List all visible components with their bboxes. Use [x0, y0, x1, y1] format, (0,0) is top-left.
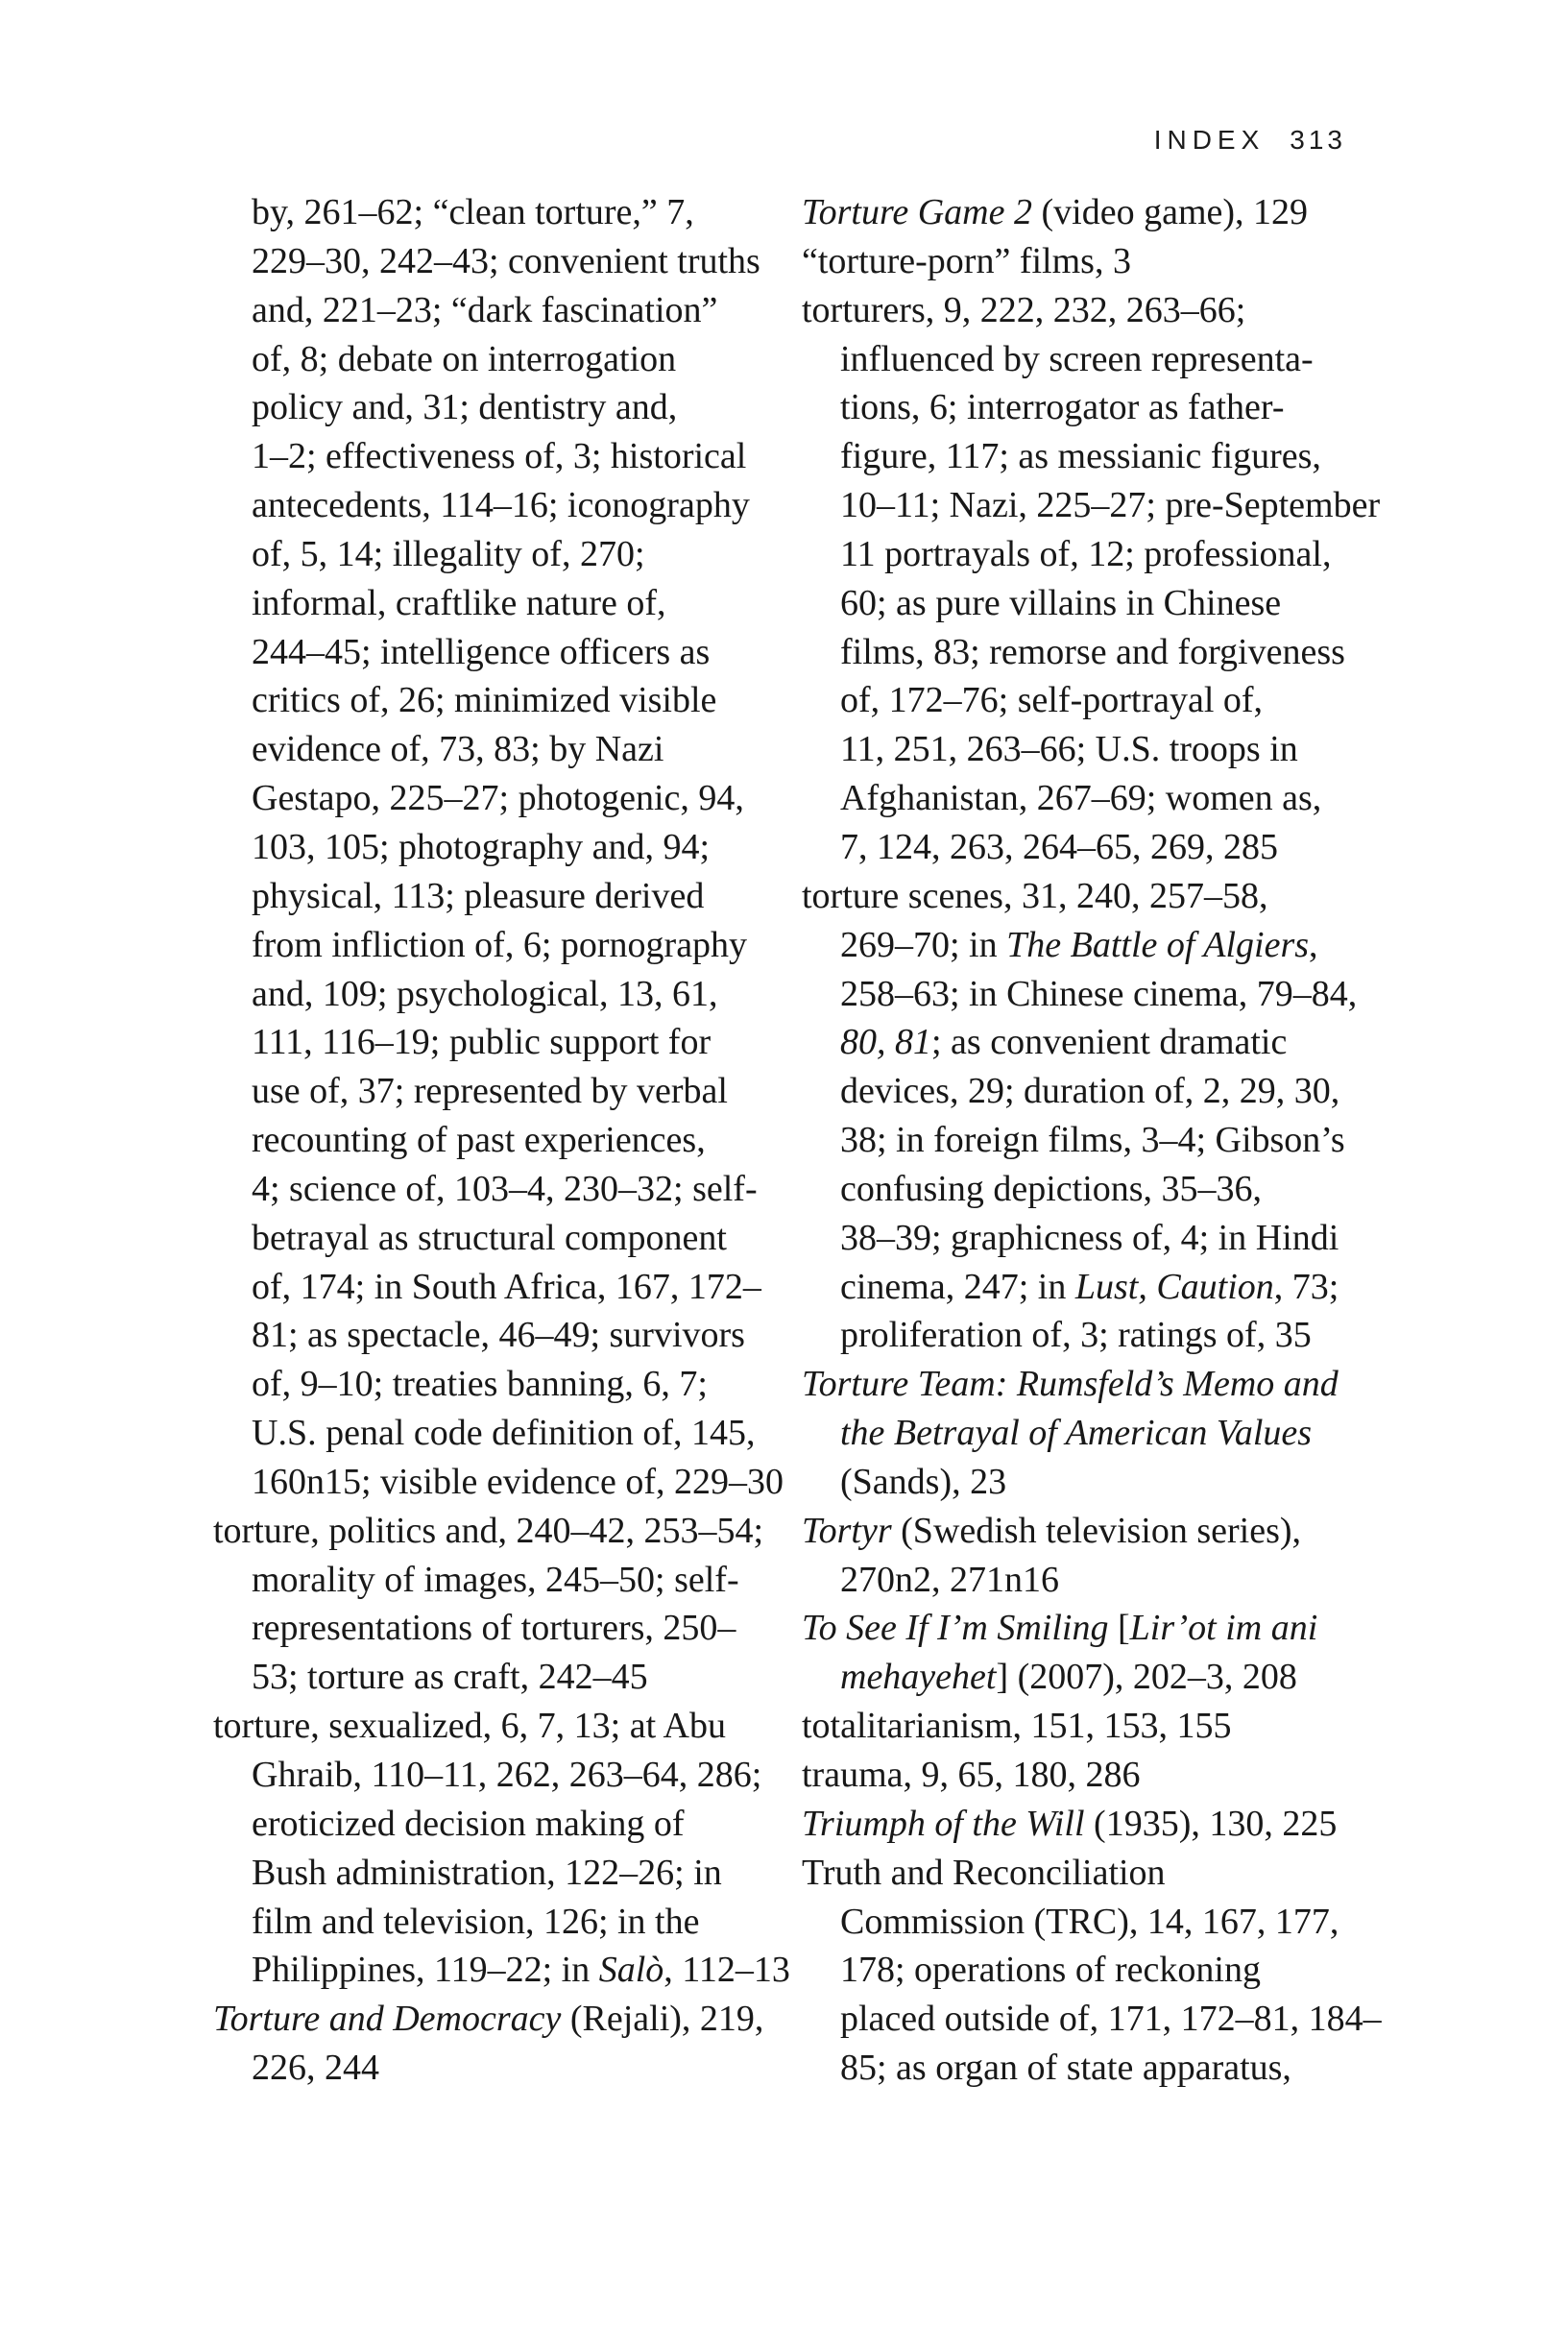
index-line-segment: informal, craftlike nature of,	[252, 582, 666, 623]
index-line	[802, 579, 1368, 628]
index-line	[802, 1458, 1368, 1507]
index-line	[802, 1311, 1368, 1360]
index-line	[213, 823, 775, 872]
index-line-segment: 7, 124, 263, 264–65, 269, 285	[840, 826, 1278, 867]
index-line-segment: 226, 244	[252, 2048, 379, 2089]
index-line	[802, 1604, 1368, 1653]
index-line-segment: the Betrayal of American Values	[840, 1413, 1313, 1454]
index-line-segment: of, 8; debate on interrogation	[252, 338, 677, 379]
index-line-segment: devices, 29; duration of, 2, 29, 30,	[840, 1071, 1340, 1112]
index-line	[213, 1604, 775, 1653]
index-line	[213, 1116, 775, 1165]
index-line-segment: (video game), 129	[1032, 192, 1309, 232]
index-line	[213, 383, 775, 432]
index-line-segment: To See If I’m Smiling	[802, 1608, 1109, 1649]
index-line	[802, 1653, 1368, 1702]
index-line	[802, 335, 1368, 384]
index-line-segment: use of, 37; represented by verbal	[252, 1071, 728, 1112]
index-line	[802, 1849, 1368, 1898]
index-line-segment: Gestapo, 225–27; photogenic, 94,	[252, 778, 744, 819]
index-line-segment: 103, 105; photography and, 94;	[252, 826, 711, 867]
index-line	[213, 1653, 775, 1702]
index-line	[213, 1311, 775, 1360]
index-line	[802, 1898, 1368, 1947]
index-line-segment: 60; as pure villains in Chinese	[840, 582, 1282, 623]
index-line	[802, 1018, 1368, 1067]
index-line	[213, 481, 775, 530]
index-line-segment: 85; as organ of state apparatus,	[840, 2048, 1291, 2089]
index-line-segment: 269–70; in	[840, 924, 1007, 965]
index-line	[802, 1116, 1368, 1165]
index-line	[802, 1507, 1368, 1556]
index-column-right	[802, 188, 1382, 2093]
index-line	[213, 1409, 775, 1458]
index-line-segment: 11 portrayals of, 12; professional,	[840, 533, 1332, 574]
index-line-segment: films, 83; remorse and forgiveness	[840, 631, 1345, 672]
index-line-segment: 178; operations of reckoning	[840, 1950, 1261, 1991]
index-line-segment: , 112–13	[663, 1950, 790, 1991]
index-line-segment: torturers, 9, 222, 232, 263–66;	[802, 289, 1246, 330]
index-line-segment: Philippines, 119–22; in	[252, 1950, 599, 1991]
index-line	[213, 286, 775, 335]
index-line-segment: morality of images, 245–50; self-	[252, 1559, 739, 1600]
index-line-segment: 1–2; effectiveness of, 3; historical	[252, 436, 747, 477]
index-line	[213, 237, 775, 286]
index-line-segment: (Sands), 23	[840, 1461, 1007, 1502]
index-line	[802, 1409, 1368, 1458]
index-line	[802, 676, 1368, 725]
index-line-segment: 38–39; graphicness of, 4; in Hindi	[840, 1217, 1339, 1258]
index-line	[802, 872, 1368, 921]
index-line-segment: torture, sexualized, 6, 7, 13; at Abu	[213, 1706, 726, 1747]
index-line-segment: Torture Game 2	[802, 192, 1032, 232]
index-line	[802, 1360, 1368, 1409]
index-line-segment: Bush administration, 122–26; in	[252, 1852, 722, 1893]
index-line-segment: from infliction of, 6; pornography	[252, 924, 748, 965]
index-line-segment: trauma, 9, 65, 180, 286	[802, 1755, 1141, 1795]
index-line	[802, 1800, 1368, 1849]
index-line-segment: of, 174; in South Africa, 167, 172–	[252, 1266, 761, 1307]
index-line	[213, 725, 775, 774]
index-line	[213, 1800, 775, 1849]
index-line-segment: Ghraib, 110–11, 262, 263–64, 286;	[252, 1755, 762, 1795]
index-line-segment: of, 5, 14; illegality of, 270;	[252, 533, 645, 574]
index-line	[802, 1556, 1368, 1605]
index-line	[802, 1214, 1368, 1263]
index-line-segment: betrayal as structural component	[252, 1217, 727, 1258]
index-line	[213, 1849, 775, 1898]
index-line-segment: influenced by screen representa-	[840, 338, 1314, 379]
index-line	[213, 579, 775, 628]
index-line	[213, 921, 775, 970]
index-line-segment: 111, 116–19; public support for	[252, 1022, 712, 1063]
index-line	[213, 676, 775, 725]
index-line-segment: figure, 117; as messianic figures,	[840, 436, 1321, 477]
index-line	[213, 1067, 775, 1116]
index-line	[213, 1165, 775, 1214]
running-head-title: INDEX	[1153, 125, 1266, 155]
index-line	[213, 970, 775, 1019]
index-line	[213, 1702, 775, 1751]
index-line-segment: 160n15; visible evidence of, 229–30	[252, 1461, 784, 1502]
index-line	[213, 774, 775, 823]
index-line-segment: Salò	[598, 1950, 664, 1991]
index-line	[213, 1360, 775, 1409]
index-line	[802, 774, 1368, 823]
index-line	[213, 1946, 790, 1995]
index-line	[802, 237, 1368, 286]
index-line	[802, 2044, 1368, 2093]
index-line-segment: , 73;	[1273, 1266, 1339, 1307]
index-line-segment: 270n2, 271n16	[840, 1559, 1059, 1600]
index-line	[213, 335, 775, 384]
index-line-segment: The Battle of Algiers	[1006, 924, 1310, 965]
index-line	[213, 1018, 775, 1067]
index-line-segment: physical, 113; pleasure derived	[252, 875, 705, 916]
index-line-segment: Torture and Democracy	[213, 1999, 562, 2040]
index-line-segment: evidence of, 73, 83; by Nazi	[252, 729, 664, 770]
index-line-segment: recounting of past experiences,	[252, 1120, 706, 1161]
index-line	[802, 1946, 1368, 1995]
index-line-segment: [	[1108, 1608, 1130, 1649]
index-line-segment: proliferation of, 3; ratings of, 35	[840, 1315, 1312, 1356]
index-line-segment: 38; in foreign films, 3–4; Gibson’s	[840, 1120, 1345, 1161]
index-line	[802, 432, 1368, 481]
index-line	[213, 530, 775, 579]
index-line-segment: 80, 81	[840, 1022, 931, 1063]
index-line	[802, 1067, 1368, 1116]
index-line-segment: Torture Team: Rumsfeld’s Memo and	[802, 1364, 1339, 1405]
index-line-segment: Commission (TRC), 14, 167, 177,	[840, 1901, 1339, 1942]
index-line-segment: 4; science of, 103–4, 230–32; self-	[252, 1168, 758, 1209]
index-line	[213, 1507, 775, 1556]
index-line	[213, 628, 775, 677]
index-line-segment: representations of torturers, 250–	[252, 1608, 736, 1649]
index-line	[802, 921, 1368, 970]
index-line-segment: ,	[1309, 924, 1318, 965]
index-line-segment: Truth and Reconciliation	[802, 1852, 1166, 1893]
index-line	[802, 530, 1368, 579]
index-line-segment: ; as convenient dramatic	[931, 1022, 1288, 1063]
index-line-segment: Afghanistan, 267–69; women as,	[840, 778, 1322, 819]
index-line	[213, 1214, 775, 1263]
index-line-segment: cinema, 247; in	[840, 1266, 1075, 1307]
index-line-segment: totalitarianism, 151, 153, 155	[802, 1706, 1232, 1747]
index-line	[213, 1263, 775, 1312]
index-line-segment: U.S. penal code definition of, 145,	[252, 1413, 756, 1454]
running-head-page-number: 313	[1290, 125, 1346, 155]
index-column-left	[213, 188, 790, 2093]
index-line-segment: tions, 6; interrogator as father-	[840, 387, 1285, 428]
index-line-segment: 11, 251, 263–66; U.S. troops in	[840, 729, 1298, 770]
index-line	[213, 1556, 775, 1605]
index-line	[213, 1898, 775, 1947]
index-line-segment: 53; torture as craft, 242–45	[252, 1657, 648, 1698]
index-line-segment: 81; as spectacle, 46–49; survivors	[252, 1315, 745, 1356]
index-line	[213, 1458, 784, 1507]
index-line-segment: mehayehet	[840, 1657, 997, 1698]
index-line	[213, 1751, 775, 1800]
index-line	[802, 1702, 1368, 1751]
index-line-segment: (Swedish television series),	[891, 1510, 1302, 1551]
index-line	[213, 432, 775, 481]
index-line	[802, 481, 1381, 530]
index-line-segment: critics of, 26; minimized visible	[252, 680, 717, 721]
index-line	[802, 725, 1368, 774]
index-line-segment: 244–45; intelligence officers as	[252, 631, 711, 672]
index-line-segment: and, 109; psychological, 13, 61,	[252, 973, 718, 1014]
index-line-segment: torture scenes, 31, 240, 257–58,	[802, 875, 1268, 916]
index-line-segment: policy and, 31; dentistry and,	[252, 387, 678, 428]
index-line-segment: torture, politics and, 240–42, 253–54;	[213, 1510, 764, 1551]
index-line	[802, 383, 1368, 432]
index-line-segment: Lust, Caution	[1074, 1266, 1274, 1307]
index-line-segment: (Rejali), 219,	[561, 1999, 764, 2040]
index-line	[802, 286, 1368, 335]
index-line-segment: “torture-porn” films, 3	[802, 240, 1131, 281]
index-line	[802, 188, 1368, 237]
index-line	[802, 1995, 1382, 2044]
index-line	[213, 188, 775, 237]
index-line	[802, 1751, 1368, 1800]
index-line-segment: of, 9–10; treaties banning, 6, 7;	[252, 1364, 708, 1405]
index-line-segment: Triumph of the Will	[802, 1803, 1085, 1844]
index-line-segment: antecedents, 114–16; iconography	[252, 485, 750, 526]
index-line-segment: 229–30, 242–43; convenient truths	[252, 240, 760, 281]
index-line	[802, 823, 1368, 872]
index-line-segment: eroticized decision making of	[252, 1803, 685, 1844]
index-line-segment: and, 221–23; “dark fascination”	[252, 289, 718, 330]
index-line	[802, 970, 1368, 1019]
index-line-segment: ] (2007), 202–3, 208	[996, 1657, 1297, 1698]
index-line	[802, 1263, 1368, 1312]
index-line-segment: placed outside of, 171, 172–81, 184–	[840, 1999, 1382, 2040]
index-line-segment: (1935), 130, 225	[1084, 1803, 1338, 1844]
index-line-segment: confusing depictions, 35–36,	[840, 1168, 1263, 1209]
index-line	[213, 2044, 775, 2093]
index-line	[213, 1995, 775, 2044]
index-line-segment: of, 172–76; self-portrayal of,	[840, 680, 1264, 721]
index-line-segment: 258–63; in Chinese cinema, 79–84,	[840, 973, 1358, 1014]
index-line-segment: Lir’ot im ani	[1129, 1608, 1318, 1649]
index-line	[802, 628, 1368, 677]
index-line-segment: 10–11; Nazi, 225–27; pre-September	[840, 485, 1381, 526]
index-line	[802, 1165, 1368, 1214]
index-line-segment: by, 261–62; “clean torture,” 7,	[252, 192, 694, 232]
running-head	[1154, 125, 1346, 156]
index-line-segment: film and television, 126; in the	[252, 1901, 700, 1942]
index-line-segment: Tortyr	[802, 1510, 892, 1551]
index-line	[213, 872, 775, 921]
